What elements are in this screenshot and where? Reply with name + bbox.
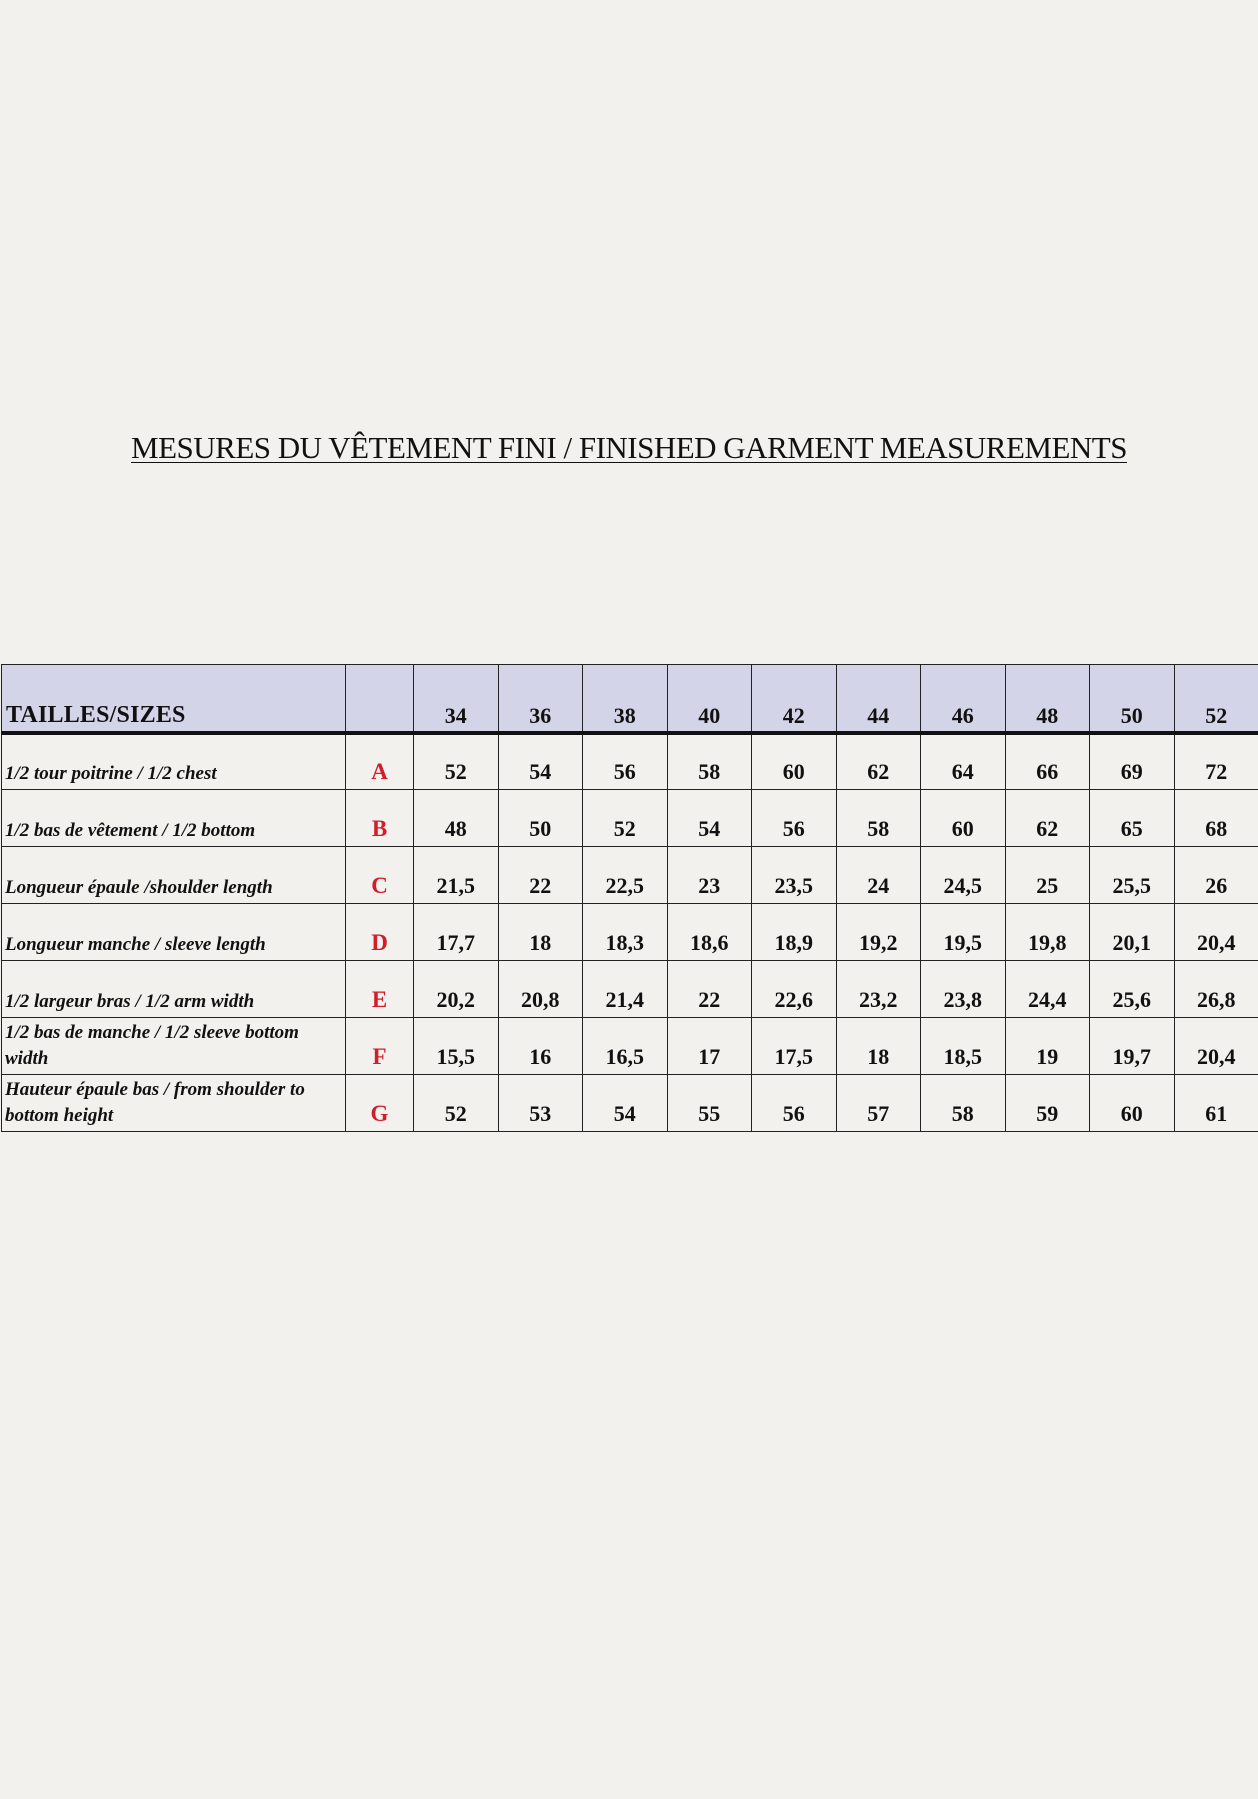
measurement-label: Hauteur épaule bas / from shoulder to bottom height (2, 1075, 346, 1132)
measurement-label: 1/2 bas de manche / 1/2 sleeve bottom width (2, 1018, 346, 1075)
measurement-value: 17,7 (414, 904, 499, 961)
measurement-value: 25,6 (1090, 961, 1175, 1018)
measurement-value: 50 (498, 790, 583, 847)
measurement-value: 17 (667, 1018, 752, 1075)
measurement-label: 1/2 bas de vêtement / 1/2 bottom (2, 790, 346, 847)
size-header: 50 (1090, 665, 1175, 733)
measurement-value: 19,8 (1005, 904, 1090, 961)
measurement-value: 19 (1005, 1018, 1090, 1075)
measurement-value: 66 (1005, 733, 1090, 790)
table-row (2, 733, 1258, 790)
size-header: 48 (1005, 665, 1090, 733)
measurement-value: 23,2 (836, 961, 921, 1018)
measurement-value: 55 (667, 1075, 752, 1132)
measurement-value: 20,8 (498, 961, 583, 1018)
measurement-value: 56 (752, 790, 837, 847)
measurement-value: 21,4 (583, 961, 668, 1018)
measurement-value: 17,5 (752, 1018, 837, 1075)
measurement-value: 24 (836, 847, 921, 904)
measurement-value: 25,5 (1090, 847, 1175, 904)
size-header: 44 (836, 665, 921, 733)
header-label: TAILLES/SIZES (2, 665, 346, 733)
measurement-value: 65 (1090, 790, 1175, 847)
page-title: MESURES DU VÊTEMENT FINI / FINISHED GARMENT MEASUREMENTS (131, 430, 1127, 465)
measurement-label: 1/2 tour poitrine / 1/2 chest (2, 733, 346, 790)
table-row (2, 847, 1258, 904)
size-header: 52 (1174, 665, 1258, 733)
table-row (2, 1075, 1258, 1132)
measurement-code: E (346, 961, 414, 1018)
measurement-value: 18,5 (921, 1018, 1006, 1075)
measurement-value: 64 (921, 733, 1006, 790)
measurement-value: 23 (667, 847, 752, 904)
measurement-value: 21,5 (414, 847, 499, 904)
measurement-value: 59 (1005, 1075, 1090, 1132)
table-row (2, 961, 1258, 1018)
measurement-value: 48 (414, 790, 499, 847)
measurement-value: 57 (836, 1075, 921, 1132)
size-header: 42 (752, 665, 837, 733)
measurement-value: 18 (836, 1018, 921, 1075)
measurement-code: C (346, 847, 414, 904)
size-header: 46 (921, 665, 1006, 733)
measurement-value: 69 (1090, 733, 1175, 790)
measurement-value: 58 (836, 790, 921, 847)
measurement-value: 54 (667, 790, 752, 847)
measurement-value: 53 (498, 1075, 583, 1132)
measurement-value: 22,6 (752, 961, 837, 1018)
measurement-code: F (346, 1018, 414, 1075)
measurement-value: 16,5 (583, 1018, 668, 1075)
measurement-value: 62 (836, 733, 921, 790)
measurement-code: D (346, 904, 414, 961)
size-header: 40 (667, 665, 752, 733)
measurement-value: 26 (1174, 847, 1258, 904)
measurement-table (1, 664, 1258, 1132)
measurement-value: 22 (498, 847, 583, 904)
measurement-value: 24,4 (1005, 961, 1090, 1018)
table-row (2, 1018, 1258, 1075)
measurement-value: 56 (752, 1075, 837, 1132)
measurement-value: 23,5 (752, 847, 837, 904)
measurement-value: 62 (1005, 790, 1090, 847)
measurement-value: 18,6 (667, 904, 752, 961)
measurement-value: 54 (498, 733, 583, 790)
size-header: 36 (498, 665, 583, 733)
measurement-value: 68 (1174, 790, 1258, 847)
measurement-value: 56 (583, 733, 668, 790)
measurement-value: 18,3 (583, 904, 668, 961)
measurement-value: 19,5 (921, 904, 1006, 961)
table-row (2, 790, 1258, 847)
measurement-value: 20,4 (1174, 1018, 1258, 1075)
measurement-value: 60 (752, 733, 837, 790)
measurement-value: 58 (667, 733, 752, 790)
measurement-code: G (346, 1075, 414, 1132)
measurement-value: 61 (1174, 1075, 1258, 1132)
measurement-value: 19,7 (1090, 1018, 1175, 1075)
measurement-value: 52 (414, 733, 499, 790)
measurement-value: 72 (1174, 733, 1258, 790)
measurement-label: 1/2 largeur bras / 1/2 arm width (2, 961, 346, 1018)
measurement-value: 18,9 (752, 904, 837, 961)
measurement-value: 26,8 (1174, 961, 1258, 1018)
table-row (2, 904, 1258, 961)
measurement-label: Longueur manche / sleeve length (2, 904, 346, 961)
measurement-value: 58 (921, 1075, 1006, 1132)
measurement-code: A (346, 733, 414, 790)
measurement-value: 24,5 (921, 847, 1006, 904)
measurement-value: 54 (583, 1075, 668, 1132)
size-header: 34 (414, 665, 499, 733)
measurement-value: 20,2 (414, 961, 499, 1018)
measurement-value: 60 (921, 790, 1006, 847)
measurement-value: 23,8 (921, 961, 1006, 1018)
measurement-value: 18 (498, 904, 583, 961)
table-header-row (2, 665, 1258, 733)
header-code-cell (346, 665, 414, 733)
measurement-value: 25 (1005, 847, 1090, 904)
measurement-value: 22,5 (583, 847, 668, 904)
measurement-value: 60 (1090, 1075, 1175, 1132)
measurement-code: B (346, 790, 414, 847)
measurement-label: Longueur épaule /shoulder length (2, 847, 346, 904)
measurement-value: 16 (498, 1018, 583, 1075)
measurement-value: 20,4 (1174, 904, 1258, 961)
size-header: 38 (583, 665, 668, 733)
measurement-value: 52 (583, 790, 668, 847)
measurement-value: 20,1 (1090, 904, 1175, 961)
measurement-value: 52 (414, 1075, 499, 1132)
measurement-value: 19,2 (836, 904, 921, 961)
measurement-value: 22 (667, 961, 752, 1018)
measurement-value: 15,5 (414, 1018, 499, 1075)
